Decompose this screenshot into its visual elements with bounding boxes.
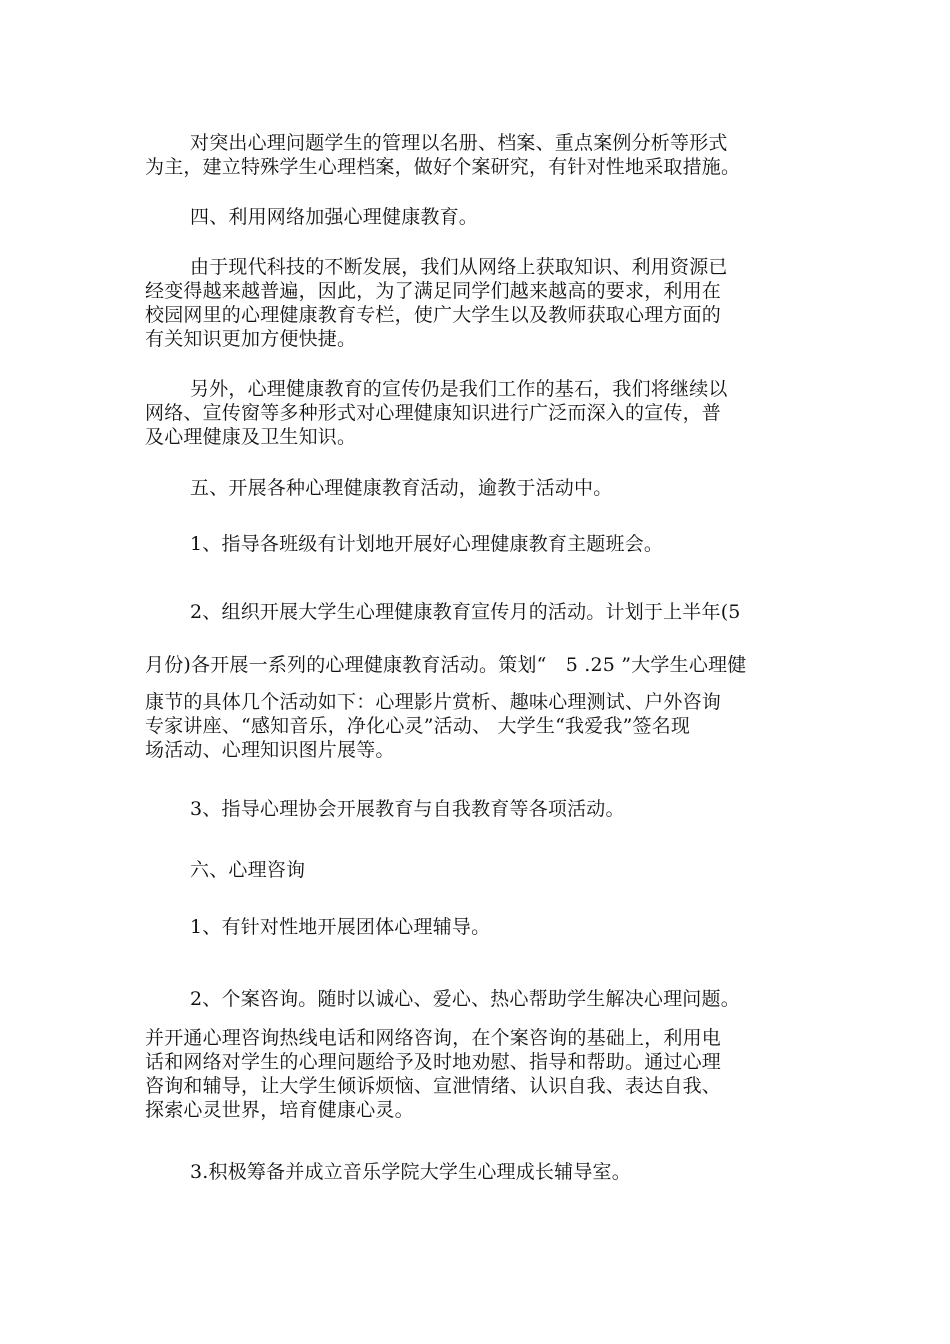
item-5-2-line-2: 月份)各开展一系列的心理健康教育活动。策划“ 5 .25 ”大学生心理健	[145, 654, 747, 676]
item-6-3: 3.积极筹备并成立音乐学院大学生心理成长辅导室。	[190, 1161, 631, 1183]
paragraph-2-line-2: 经变得越来越普遍，因此，为了满足同学们越来越高的要求，利用在	[145, 280, 722, 302]
item-5-1: 1、指导各班级有计划地开展好心理健康教育主题班会。	[190, 533, 664, 555]
paragraph-2-line-3: 校园网里的心理健康教育专栏，使广大学生以及教师获取心理方面的	[145, 304, 722, 326]
paragraph-2-line-4: 有关知识更加方便快捷。	[145, 328, 357, 350]
item-6-2-line-4: 咨询和辅导，让大学生倾诉烦恼、宣泄情绪、认识自我、表达自我、	[145, 1075, 722, 1097]
section-5-heading: 五、开展各种心理健康教育活动，逾教于活动中。	[190, 477, 613, 499]
item-6-2-line-3: 话和网络对学生的心理问题给予及时地劝慰、指导和帮助。通过心理	[145, 1051, 722, 1073]
section-6-heading: 六、心理咨询	[190, 859, 306, 881]
item-5-2-line-3: 康节的具体几个活动如下：心理影片赏析、趣味心理测试、户外咨询	[145, 691, 722, 713]
item-5-2-line-4: 专家讲座、“感知音乐，净化心灵”活动、 大学生“我爱我”签名现	[145, 715, 691, 737]
item-5-3: 3、指导心理协会开展教育与自我教育等各项活动。	[190, 798, 625, 820]
item-6-2-line-5: 探索心灵世界，培育健康心灵。	[145, 1099, 414, 1121]
paragraph-1-line-2: 为主，建立特殊学生心理档案，做好个案研究，有针对性地采取措施。	[145, 156, 741, 178]
item-5-2-line-1: 2、组织开展大学生心理健康教育宣传月的活动。计划于上半年(5	[190, 601, 741, 623]
paragraph-1-line-1: 对突出心理问题学生的管理以名册、档案、重点案例分析等形式	[190, 132, 728, 154]
item-6-1: 1、有针对性地开展团体心理辅导。	[190, 916, 491, 938]
item-5-2-line-5: 场活动、心理知识图片展等。	[145, 739, 395, 761]
item-6-2-line-2: 并开通心理咨询热线电话和网络咨询，在个案咨询的基础上，利用电	[145, 1027, 722, 1049]
paragraph-3-line-3: 及心理健康及卫生知识。	[145, 426, 357, 448]
section-4-heading: 四、利用网络加强心理健康教育。	[190, 206, 479, 228]
paragraph-2-line-1: 由于现代科技的不断发展，我们从网络上获取知识、利用资源已	[190, 256, 728, 278]
paragraph-3-line-1: 另外，心理健康教育的宣传仍是我们工作的基石，我们将继续以	[190, 378, 728, 400]
paragraph-3-line-2: 网络、宣传窗等多种形式对心理健康知识进行广泛而深入的宣传，普	[145, 402, 722, 424]
item-6-2-line-1: 2、个案咨询。随时以诚心、爱心、热心帮助学生解决心理问题。	[190, 988, 740, 1010]
